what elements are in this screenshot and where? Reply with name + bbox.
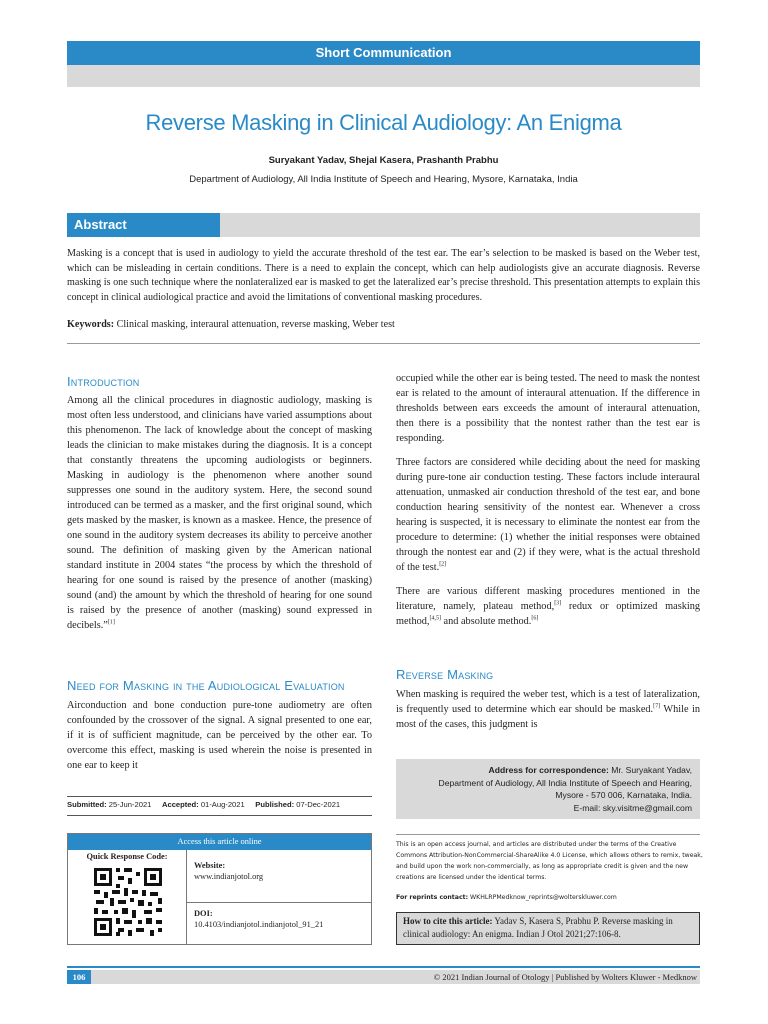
abstract-heading: Abstract <box>67 213 220 237</box>
access-heading: Access this article online <box>68 834 371 850</box>
intro-column <box>67 393 372 642</box>
license-rule <box>396 834 700 835</box>
intro-text: Among all the clinical procedures in diagnostic audiology, masking is most often less understood, and clinicians have varied assumptions about this phenomenon. The lack of knowledge about the concept of masking leads the clinician to make mistakes during the diagnosis. It is a concept that constantly threatens the upcoming audiologists or beginners. Masking in audiology is the phenomenon where another sound suppresses one sound in the auditory system. Here, the second sound introduced can be termed as a masker, and the first original sound, which gets masked by the masker, is known as a maskee. Hence, the presence of one sound in the auditory system decreases its ability to perceive another sound. The definition of masking given by the American national standard institute in 2004 states “the process by which the threshold of hearing for one sound is raised by the presence of another (masking) sound (and) the amount by which the threshold of hearing for one sound is raised by the presence of another (masking) sound expressed in decibels.” <box>67 395 372 631</box>
reprints-line <box>396 894 704 901</box>
accepted-date: 01-Aug-2021 <box>198 800 245 809</box>
correspondence-name: Mr. Suryakant Yadav, <box>608 765 692 775</box>
intro-paragraph <box>67 393 372 633</box>
need-paragraph: Airconduction and bone conduction pure-tone audiometry are often confounded by the crossover of the signal. A signal presented to one ear, if it is of sufficient magnitude, can be perceived by the other ear. To overcome this effect, masking is used wherein the noise is presented in one ear to keep it <box>67 700 372 771</box>
reverse-text-b: While in most of the cases, this judgment is <box>396 704 701 730</box>
divider <box>67 343 700 344</box>
right-paragraph-3c: and absolute method. <box>440 616 532 627</box>
correspondence-email[interactable]: E-mail: sky.visitme@gmail.com <box>573 803 692 814</box>
access-box <box>67 833 372 945</box>
introduction-heading: Introduction <box>67 374 140 389</box>
reprints-email[interactable]: WKHLRPMedknow_reprints@wolterskluwer.com <box>468 894 617 901</box>
cite-box <box>396 912 700 945</box>
abstract-band-grey <box>220 213 700 237</box>
right-paragraph-3a: There are various different masking procedures mentioned in the literature, namely, plateau method, <box>396 586 700 612</box>
reverse-text-a: When masking is required the weber test, which is a test of lateralization, is frequently used to determine which ear should be masked. <box>396 689 700 715</box>
correspondence-label: Address for correspondence: <box>488 765 609 775</box>
reverse-column <box>396 687 700 741</box>
authors: Suryakant Yadav, Shejal Kasera, Prashanth Prabhu <box>268 155 499 166</box>
doi-label: DOI: <box>194 909 213 918</box>
correspondence-line-1 <box>404 764 692 777</box>
keywords <box>67 319 700 330</box>
section-band: Short Communication <box>67 41 700 65</box>
license-text: This is an open access journal, and articles are distributed under the terms of the Creative Commons Attribution-NonCommercial-ShareAlike 4.0 License, which allows others to remix, tweak, and build upon the work non-commercially, as long as appropriate credit is given and the new creations are licensed under the identical terms. <box>396 841 703 881</box>
access-divider-vertical <box>186 850 187 944</box>
qr-label: Quick Response Code: <box>86 852 168 861</box>
keywords-label: Keywords: <box>67 319 115 330</box>
affiliation: Department of Audiology, All India Institute of Speech and Hearing, Mysore, Karnataka, India <box>189 174 578 185</box>
right-paragraph-1: occupied while the other ear is being tested. The need to mask the nontest ear is related to the amount of interaural attenuation. If the difference in thresholds between ears exceeds the amount of interaural attenuation, then there is a possibility that the nontest rather than the test ear is responding. <box>396 373 700 444</box>
doi-link[interactable]: 10.4103/indianjotol.indianjotol_91_21 <box>194 920 324 929</box>
website-link[interactable]: www.indianjotol.org <box>194 872 264 881</box>
page-number: 106 <box>67 970 91 984</box>
correspondence-line-2: Department of Audiology, All India Institute of Speech and Hearing, <box>438 777 692 788</box>
submitted-label: Submitted: <box>67 800 107 809</box>
correspondence-box <box>396 759 700 819</box>
reverse-paragraph <box>396 687 700 732</box>
need-heading: Need for Masking in the Audiological Evaluation <box>67 678 345 693</box>
qr-code-icon[interactable] <box>92 866 164 938</box>
right-paragraph-2 <box>396 455 700 575</box>
abstract-text: Masking is a concept that is used in audiology to yield the accurate threshold of the test ear. The ear’s selection to be masked is based on the Weber test, which can be misleading in certain conditions. There is a need to explain the concept, which can help audiologists give an accurate diagnosis. Reverse masking is one such technique where the nonlateralized ear is masked to get the lateralized ear’s precise threshold. This presentation attempts to explain this concept in clinical audiological practice and avoid the limitations of conventional masking procedures. <box>67 248 700 304</box>
published-date: 07-Dec-2021 <box>294 800 341 809</box>
ref-3: [3] <box>554 600 562 607</box>
ref-4-5: [4,5] <box>429 615 441 622</box>
reverse-masking-heading: Reverse Masking <box>396 667 494 682</box>
access-divider-horizontal <box>187 902 371 903</box>
accepted-label: Accepted: <box>161 800 199 809</box>
ref-1: [1] <box>107 619 115 626</box>
reprints-label: For reprints contact: <box>396 894 469 901</box>
cite-text: Yadav S, Kasera S, Prabhu P. Reverse masking in clinical audiology: An enigma. Indian J Otol 2021;27:106-8. <box>403 916 673 939</box>
right-paragraph-2-text: Three factors are considered while deciding about the need for masking during pure-tone air conduction testing. These factors include interaural attenuation, unmasked air conduction threshold of the test ear, and bone conduction hearing sensitivity of the nontest ear. Whenever a cross hearing is suspected, it is necessary to eliminate the nontest ear from the procedure to determine: (1) whether the initial responses were obtained through the nontest ear and (2) if they were, what is the actual threshold of the test. <box>396 457 700 573</box>
published-label: Published: <box>255 800 295 809</box>
right-column <box>396 371 700 638</box>
dates-line <box>67 800 340 809</box>
ref-6: [6] <box>531 615 539 622</box>
ref-2: [2] <box>439 561 447 568</box>
footer-rule <box>67 966 700 968</box>
dates-rule-top <box>67 796 372 797</box>
footer-text: © 2021 Indian Journal of Otology | Published by Wolters Kluwer - Medknow <box>433 972 697 982</box>
right-paragraph-3b: redux or optimized masking method, <box>396 601 701 627</box>
keywords-value: Clinical masking, interaural attenuation, reverse masking, Weber test <box>116 319 395 330</box>
section-band-grey <box>67 65 700 87</box>
cite-label: How to cite this article: <box>403 916 493 926</box>
article-title: Reverse Masking in Clinical Audiology: An Enigma <box>145 110 622 135</box>
correspondence-line-3: Mysore - 570 006, Karnataka, India. <box>555 790 692 801</box>
right-paragraph-3 <box>396 584 700 629</box>
dates-rule-bottom <box>67 815 372 816</box>
website-label: Website: <box>194 861 226 870</box>
submitted-date: 25-Jun-2021 <box>106 800 152 809</box>
ref-7: [7] <box>653 703 661 710</box>
need-column <box>67 698 372 782</box>
